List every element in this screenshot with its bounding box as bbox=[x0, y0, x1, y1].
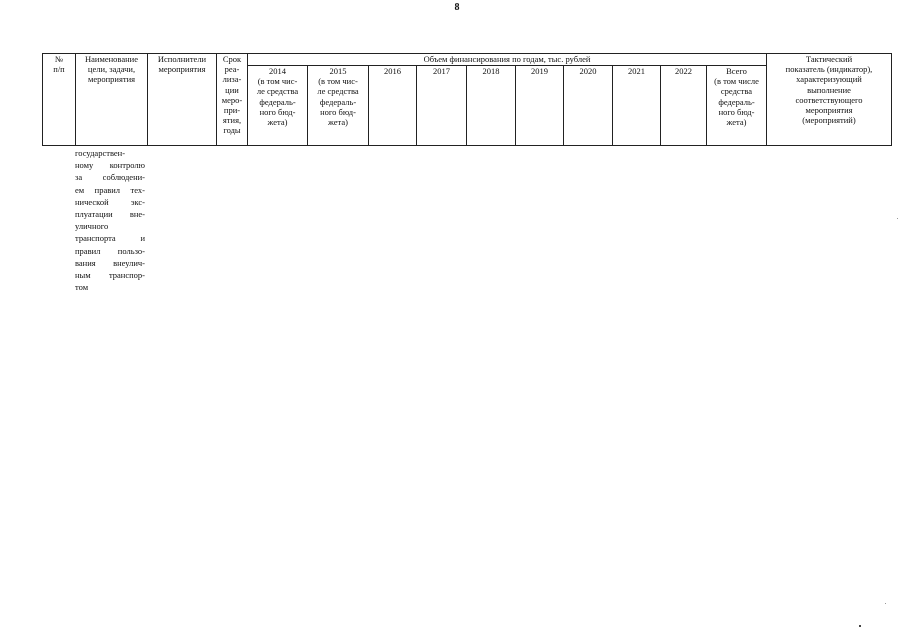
col-num-header: № п/п bbox=[43, 54, 76, 146]
col-total-header: Всего (в том числе средства федераль- ного бюд- жета) bbox=[707, 66, 767, 146]
funding-group-header: Объем финансирования по годам, тыс. рублей bbox=[248, 54, 767, 66]
row-continuation-text bbox=[75, 147, 145, 293]
col-term-header: Срок реа- лиза- ции меро- при- ятия, годы bbox=[217, 54, 248, 146]
continuation-line: за соблюдени- bbox=[75, 172, 145, 183]
continuation-line: уличного bbox=[75, 221, 109, 232]
scan-speck bbox=[897, 218, 898, 219]
continuation-line: ем правил тех- bbox=[75, 184, 145, 195]
continuation-line: правил пользо- bbox=[75, 245, 145, 256]
col-2016-header: 2016 bbox=[369, 66, 417, 146]
scan-speck bbox=[859, 625, 861, 627]
continuation-line: государствен- bbox=[75, 148, 126, 158]
continuation-line: ным транспор- bbox=[75, 270, 145, 281]
continuation-line: вания внеулич- bbox=[75, 257, 145, 268]
col-executors-header: Исполнители мероприятия bbox=[148, 54, 217, 146]
col-name-header: Наименование цели, задачи, мероприятия bbox=[76, 54, 148, 146]
col-2014-header: 2014 (в том чис- ле средства федераль- ного бюд- жета) bbox=[248, 66, 308, 146]
continuation-line: нической экс- bbox=[75, 196, 145, 207]
col-2017-header: 2017 bbox=[417, 66, 467, 146]
col-2018-header: 2018 bbox=[467, 66, 516, 146]
page-number: 8 bbox=[454, 2, 460, 13]
continuation-line: том bbox=[75, 282, 89, 293]
continuation-line: ному контролю bbox=[75, 160, 145, 171]
funding-table bbox=[42, 53, 892, 146]
continuation-line: плуатации вне- bbox=[75, 209, 145, 220]
col-2015-header: 2015 (в том чис- ле средства федераль- ного бюд- жета) bbox=[308, 66, 369, 146]
col-2022-header: 2022 bbox=[661, 66, 707, 146]
col-2019-header: 2019 bbox=[516, 66, 564, 146]
continuation-line: транспорта и bbox=[75, 233, 145, 244]
scan-speck bbox=[885, 603, 886, 604]
col-indicator-header: Тактический показатель (индикатор), характеризующий выполнение соответствующего мероприятия (мероприятий) bbox=[767, 54, 892, 146]
col-2020-header: 2020 bbox=[564, 66, 613, 146]
col-2021-header: 2021 bbox=[613, 66, 661, 146]
